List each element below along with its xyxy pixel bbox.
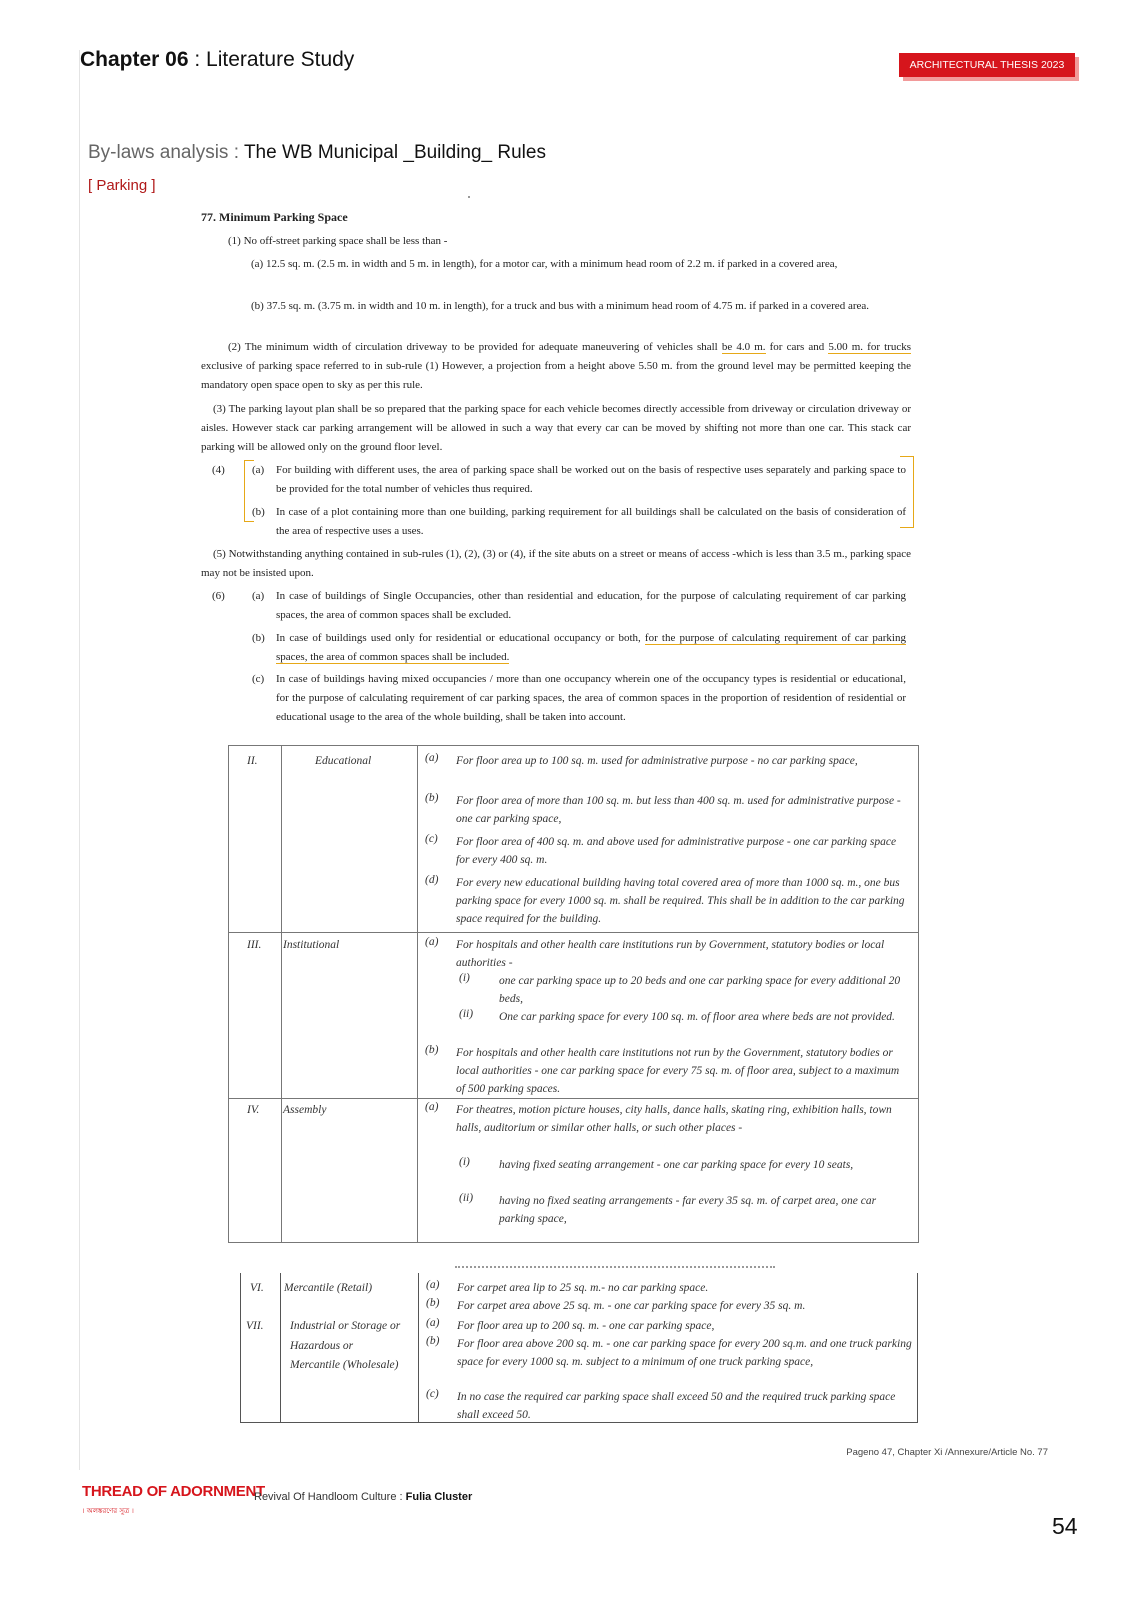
occupancy-name: Institutional [283, 939, 340, 951]
tagline: Revival Of Handloom Culture : Fulia Cluster [254, 1491, 473, 1503]
table-cell: For floor area up to 100 sq. m. used for administrative purpose - no car parking space, [456, 755, 858, 767]
item-key: (i) [459, 972, 470, 984]
table-divider [417, 746, 418, 1242]
rule-p6c-num: (c) [252, 673, 265, 685]
table-cell: For hospitals and other health care institutions not run by the Government, statutory bodies or local authorities - one car parking space for every 75 sq. m. of floor area, subject to a maximum of 500 parking spaces. [456, 1047, 900, 1095]
brand-subtitle: । অলঙ্করণের সুত্র । [82, 1507, 134, 1515]
rule-p6-num: (6) [212, 590, 225, 602]
highlight-4m: be 4.0 m. [721, 341, 766, 353]
item-key: (c) [426, 1388, 439, 1400]
table-row-divider [229, 1098, 918, 1099]
table-cell: For hospitals and other health care institutions run by Government, statutory bodies or local authorities - [456, 939, 885, 969]
table-cell: having fixed seating arrangement - one car parking space for every 10 seats, [499, 1159, 854, 1171]
thesis-badge: ARCHITECTURAL THESIS 2023 [899, 53, 1075, 77]
rule-p1: (1) No off-street parking space shall be less than - [228, 235, 448, 247]
parking-table-1 [228, 745, 919, 1243]
rule-p1a: (a) 12.5 sq. m. (2.5 m. in width and 5 m. in length), for a motor car, with a minimum head room of 2.2 m. if parked in a covered area, [251, 258, 838, 270]
table-cell: having no fixed seating arrangements - far every 35 sq. m. of carpet area, one car parking space, [499, 1195, 877, 1225]
rule-p4a: For building with different uses, the area of parking space shall be worked out on the basis of respective uses separately and parking space to be provided for the total number of vehicles thus required. [276, 464, 906, 495]
rule-p6b: In case of buildings used only for residential or educational occupancy or both, for the purpose of calculating requirement of car parking spaces, the area of common spaces shall be included. [276, 632, 906, 663]
table-cell: For floor area of more than 100 sq. m. but less than 400 sq. m. used for administrative purpose - one car parking space, [456, 795, 901, 825]
page-reference: Pageno 47, Chapter Xi /Annexure/Article No. 77 [846, 1447, 1048, 1458]
section-heading: By-laws analysis : The WB Municipal _Building_ Rules [88, 142, 546, 163]
table-divider [418, 1273, 419, 1423]
row-number: III. [247, 939, 262, 951]
item-key: (b) [425, 792, 439, 804]
item-key: (i) [459, 1156, 470, 1168]
left-margin-line [79, 50, 80, 1470]
item-key: (a) [426, 1317, 440, 1329]
table-cell: For every new educational building having total covered area of more than 1000 sq. m., one bus parking space for every 1000 sq. m. shall be required. This shall be in addition to the car parking space required for the building. [456, 877, 905, 925]
highlight-bracket-left [244, 460, 254, 522]
rule-p6b-num: (b) [252, 632, 265, 644]
speck [468, 196, 470, 198]
item-key: (d) [425, 874, 439, 886]
table-cell: For carpet area lip to 25 sq. m.- no car parking space. [457, 1282, 709, 1294]
item-key: (c) [425, 833, 438, 845]
page-number: 54 [1052, 1513, 1078, 1539]
item-key: (a) [425, 1101, 439, 1113]
row-number: VII. [246, 1320, 264, 1332]
item-key: (a) [425, 752, 439, 764]
rule-p2: (2) The minimum width of circulation driveway to be provided for adequate maneuvering of vehicles shall be 4.0 m. for cars and 5.00 m. for trucks exclusive of parking space referred to in sub-rule (1) However, a projection from a height above 5.50 m. from the ground level may be permitted keeping the mandatory open space open to sky as per this rule. [201, 341, 911, 391]
section-tag: [ Parking ] [88, 177, 156, 194]
table-cell: For floor area up to 200 sq. m. - one car parking space, [457, 1320, 715, 1332]
table-cell: For floor area above 200 sq. m. - one car parking space for every 200 sq.m. and one truck parking space for every 1000 sq. m. subject to a minimum of one truck parking space, [457, 1338, 912, 1368]
item-key: (ii) [459, 1192, 474, 1204]
highlight-bracket-right [900, 456, 914, 528]
parking-table-2 [240, 1273, 918, 1423]
rule-p6a-num: (a) [252, 590, 265, 602]
rule-p4b: In case of a plot containing more than one building, parking requirement for all buildings shall be calculated on the basis of consideration of the area of respective uses a uses. [276, 506, 906, 537]
row-number: IV. [247, 1104, 260, 1116]
rule-p6a: In case of buildings of Single Occupancies, other than residential and education, for the purpose of calculating requirement of car parking spaces, the area of common spaces shall be excluded. [276, 590, 906, 621]
cropped-text-fragment [455, 1266, 775, 1270]
item-key: (b) [426, 1335, 440, 1347]
table-cell: one car parking space up to 20 beds and one car parking space for every additional 20 beds, [499, 975, 901, 1005]
rule-p1b: (b) 37.5 sq. m. (3.75 m. in width and 10 m. in length), for a truck and bus with a minimum head room of 4.75 m. if parked in a covered area. [251, 300, 869, 312]
rule-p3: (3) The parking layout plan shall be so prepared that the parking space for each vehicle becomes directly accessible from driveway or circulation driveway or aisles. However stack car parking arrangement will be allowed in such a way that every car can be moved by shifting not more than one car. This stack car parking will be allowed only on the ground floor level. [201, 403, 911, 453]
table-cell: For carpet area above 25 sq. m. - one car parking space for every 35 sq. m. [457, 1300, 806, 1312]
chapter-title: Chapter 06 : Literature Study [80, 48, 355, 71]
highlight-5m: 5.00 m. for trucks [828, 341, 911, 353]
occupancy-name: Educational [315, 755, 372, 767]
table-row-divider [229, 932, 918, 933]
table-divider [280, 1273, 281, 1423]
brand-logo: THREAD OF ADORNMENT [82, 1483, 265, 1500]
table-cell: In no case the required car parking space shall exceed 50 and the required truck parking space shall exceed 50. [457, 1391, 896, 1421]
rule-p4-num: (4) [212, 464, 225, 476]
row-number: II. [247, 755, 258, 767]
occupancy-name: Assembly [283, 1104, 327, 1116]
rule-p6c: In case of buildings having mixed occupancies / more than one occupancy wherein one of the occupancy types is residential or educational, for the purpose of calculating requirement of car parking spaces, the area of common spaces in the proportion of residention of residential or educational usage to the area of the whole building, shall be taken into account. [276, 673, 906, 723]
table-cell: For floor area of 400 sq. m. and above used for administrative purpose - one car parking space for every 400 sq. m. [456, 836, 897, 866]
table-divider [240, 1273, 241, 1423]
item-key: (a) [426, 1279, 440, 1291]
table-divider [917, 1273, 918, 1423]
item-key: (ii) [459, 1008, 474, 1020]
occupancy-name: Mercantile (Retail) [284, 1282, 373, 1294]
rule-heading: 77. Minimum Parking Space [201, 210, 348, 224]
occupancy-name: Industrial or Storage or Hazardous or Mercantile (Wholesale) [290, 1320, 401, 1371]
table-divider [281, 746, 282, 1242]
table-cell: For theatres, motion picture houses, city halls, dance halls, skating ring, exhibition halls, town halls, auditorium or similar other halls, or such other places - [456, 1104, 892, 1134]
item-key: (b) [426, 1297, 440, 1309]
item-key: (b) [425, 1044, 439, 1056]
table-cell: One car parking space for every 100 sq. m. of floor area where beds are not provided. [499, 1011, 895, 1023]
row-number: VI. [250, 1282, 264, 1294]
rule-p4a-num: (a) [252, 464, 265, 476]
item-key: (a) [425, 936, 439, 948]
rule-p5: (5) Notwithstanding anything contained in sub-rules (1), (2), (3) or (4), if the site abuts on a street or means of access -which is less than 3.5 m., parking space may not be insisted upon. [201, 548, 911, 579]
rule-p4b-num: (b) [252, 506, 265, 518]
highlight-common-spaces: for the purpose of calculating requirement of car parking spaces, the area of common spaces shall be included. [276, 632, 906, 663]
